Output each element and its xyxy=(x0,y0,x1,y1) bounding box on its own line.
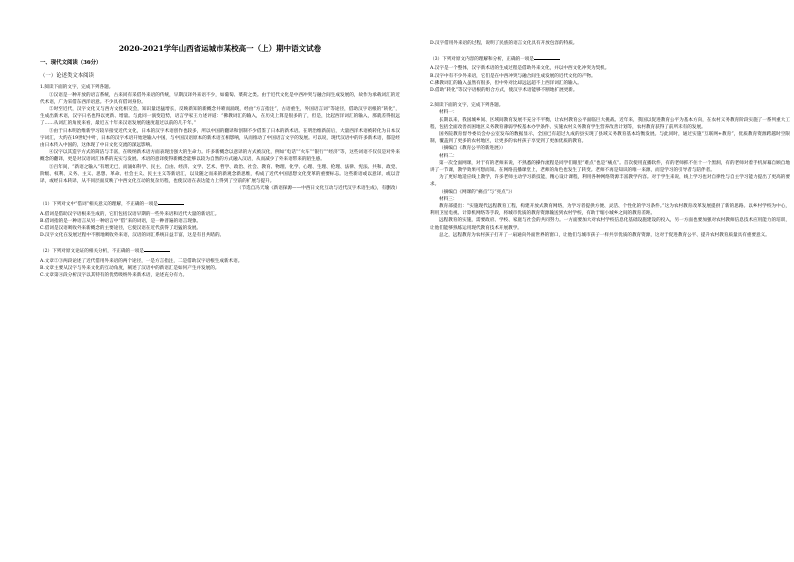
section-heading: 一、现代文阅读（36分） xyxy=(40,60,102,66)
passage-paragraph: 远程教育的实施，需要政府、学校、家庭与社会的共同努力。一方面要加大对农村学校信息化基础设施建设的投入，另一方面也要加强对农村教师信息技术应用能力的培训，让他们能够熟练运用现代教育技术开展教学。 xyxy=(430,218,790,231)
passage-paragraph: 教育部提出：“实施现代远程教育工程，构建开放式教育网络，为学习者提供方便、灵活、个性化的学习条件。”这为农村教育改革发展提供了新的思路。以乡村学校为中心，利用卫星电视、计算机网络等手段，将城市优质的教育资源输送到农村学校，有助于缩小城乡之间的教育差距。 xyxy=(430,204,790,217)
option-b: B.借词指的是一种语言从另一种语言中“借”来的词语，是一种普遍的语言现象。 xyxy=(40,218,202,224)
left-column xyxy=(40,40,400,545)
material-source: （摘编自《网课的“痛点”与“亮点”》） xyxy=(439,189,516,195)
material-source: （摘编自《教育公平的新进展》） xyxy=(439,146,506,152)
passage-paragraph: ⑤百年间，“新语之输入”有增无已，而涌如科学、民主、自由、经济、文学、艺术、哲学、政治、社会、教育、物理、化学、心理、生理、伦理、法律、宪法、共和、政党、阶级、权利、义务、主义、思想、革命、社会主义、民主主义等新语汇，以及随之而来的新观念新思维，构成了近代中国思想文化变革的重要标志。这些新语或以意译，或以音译，或经日本转译，从不同层面反映了中西文化互动的复杂历程，也使汉语在表达能力上得到了空前的扩展与提升。 xyxy=(40,164,400,185)
question-3 xyxy=(430,55,790,63)
option-c: C.文章第④段分析汉字以其特有的优势吸纳外来新术语，论述充分有力。 xyxy=(40,273,188,279)
passage-paragraph: 国务院教育督导委员会办公室发布的数据显示，全国已有超过九成的县实现了县域义务教育基本均衡发展。与此同时，通过实施“互联网+教育”，优质教育资源跨越时空限制，覆盖到了更多的农村地区，让更多的农村孩子享受到了更加优质的教育。 xyxy=(430,132,790,145)
passage-paragraph: 总之，远程教育为农村孩子打开了一扇通向外面世界的窗口，让他们与城市孩子一样共享优质的教育资源，这对于促进教育公平、提升农村教育质量具有重要意义。 xyxy=(439,232,770,238)
option-a: A.文章②③两段论述了近代借用外来语的两个途径，一是方言指注，二是借助汉字语根生成新术语。 xyxy=(40,258,243,264)
question-stem: （1）下列对文中“借词”相关意义的理解，不正确的一项是 xyxy=(40,202,158,208)
passage-paragraph: ④汉字以其造字方式的简洁与丰富，在吸纳新术语方面表现出强大的生命力。许多新概念以意译的方式被汉化，例如“电话”“火车”“银行”“经济”等，这些词语不仅仅是对外来概念的翻译，更是对汉语词汇体系的充实与发展。术语的意译使得新概念能够以较为自然的方式融入汉语，从而减少了外来语带来的陌生感。 xyxy=(40,150,400,163)
question-intro: 1.阅读下面的文字，完成下列各题。 xyxy=(40,85,114,91)
material-label: 材料一： xyxy=(439,110,458,116)
option-b: B.汉字中有不少外来语，它们是在中西冲突与融合间生成发展的近代文化的产物。 xyxy=(430,73,596,79)
option-d: D.汉字文化在发展过程中不断地吸收外来语，汉语的词汇系统日益丰富，这是有目共睹的。 xyxy=(40,233,225,239)
option-d: D.汉字借用外来语的过程，说明了民族的语言文化具有开放包容的特质。 xyxy=(430,41,578,46)
passage-paragraph: ②时至近代，汉字文化又与西方文化相交会，知识量迅猛增长，反映新知的新概念井喷而涌现，经由“方言指注”，古语重生，外国语言词“等途径，借助汉字语根的“转化”，生成出新术语，汉字日名也得以更新、增量。与此同一演变趋势，语言学家王力述评道：“佛教词汇的输入，在历史上算是很多的了，但是，比起西洋词汇的输入，那就差得很远了……从词汇的角度来看，最近五十年来汉语发展的速度超过以前的几千年。” xyxy=(40,107,400,127)
passage-paragraph: ③由于日本明治维新学习较早接受近代文化，日本的汉字术语创作也较多，所以中国的翻译和创制不少借鉴了日本的新术语。在明治维新前后，大量西洋术语被转化为日本汉字词汇，大约在19世纪中叶，日本的汉字术语开始逆输入中国，与中国汉语原本的新术语互相影响，从而推动了中国语言文字的发展。可以说，现代汉语中的许多新术语，都是经由日本传入中国的，这体现了中日文化交流的深远影响。 xyxy=(40,128,400,149)
material-label: 材料二： xyxy=(439,153,458,159)
option-d: D.借助“转化”等汉字语根的组合方式，使汉字术语能够不断地扩展更新。 xyxy=(430,88,578,94)
option-a: A.借词是借助汉字语根来生成的，它们包括汉语早期的一些外来语和近代大量的新语汇。 xyxy=(40,211,220,217)
passage-paragraph: 为了更好地适应线上教学，许多老师主动学习新技能，精心设计课程，利用各种网络资源丰富教学内容。对于学生来说，线上学习也对自律性与自主学习能力提出了更高的要求。 xyxy=(430,175,790,188)
passage-source: （节选自冯天瑜《新语探源——中西日文化互动与近代汉字术语生成》，有删改） xyxy=(236,186,400,192)
question-1 xyxy=(40,200,400,208)
question-2 xyxy=(40,247,400,255)
option-a: A.汉字是一个整体，汉字新术语的生成过程是借助外来文化，并以中西文化冲突为契机。 xyxy=(430,66,610,72)
right-column xyxy=(430,40,790,545)
option-c: C.借词是汉语吸收外来新概念的主要途径，它使汉语在近代获得了迅猛的发展。 xyxy=(40,226,202,232)
option-c: C.佛教词汇的输入虽然有很多，但中外对比却远远超不上西洋词汇的输入。 xyxy=(430,80,582,86)
paper-title: 2020-2021学年山西省运城市某校高一（上）期中语文试卷 xyxy=(118,44,322,53)
material-label: 材料三： xyxy=(439,196,458,202)
question-stem: （3）下列对原文内容的理解和分析，正确的一项是 xyxy=(430,57,534,63)
passage-paragraph: 第一次全面网课，对于有的老师来说，不熟悉的操作流程是同学们眼里“难点”也是“痛点”。首次使用直播软件，有的老师抓不住十一个黑洞，有的老师对着手机屏幕自顾自地讲了一节课，教学效果可想而知。在网络直播课堂上，老师的角色也发生了转变。老师不再是知识的唯一来源，而是学习的引导者与陪伴者。 xyxy=(430,160,790,174)
passage-paragraph: ①汉语是一种开放的语言系统，古来同有采借外来语的传统，早期汉译外来语不少，如葡萄、菜荷之类。由于近代文化是中西冲突与融合间生成发展的，故作为承载词汇的近代术语，广为采借东西洋语意。不少具有借词身份。 xyxy=(40,92,400,105)
option-b: B.文章主要从汉字与外来文化的互动角度，阐述了汉语中的新语汇是如何产生并发展的。 xyxy=(40,265,220,271)
question-stem: （2）下列对原文论证的相关分析，不正确的一项是 xyxy=(40,249,144,255)
subsection-heading: （一）论述类文本阅读 xyxy=(40,73,94,80)
passage-paragraph: 长期以来，我国城乡间、区域间教育发展不充分不平衡，让农村教育公平面临巨大挑战。近年来，我国以促进教育公平为基本方向，在农村义务教育阶段实施了一系列重大工程，包括全面改善贫困地区义务教育薄弱学校基本办学条件、实施农村义务教育学生营养改善计划等，农村教育获得了前所未有的发展。 xyxy=(430,117,790,130)
question-intro: 2.阅读下面的文字，完成下列各题。 xyxy=(430,103,504,109)
